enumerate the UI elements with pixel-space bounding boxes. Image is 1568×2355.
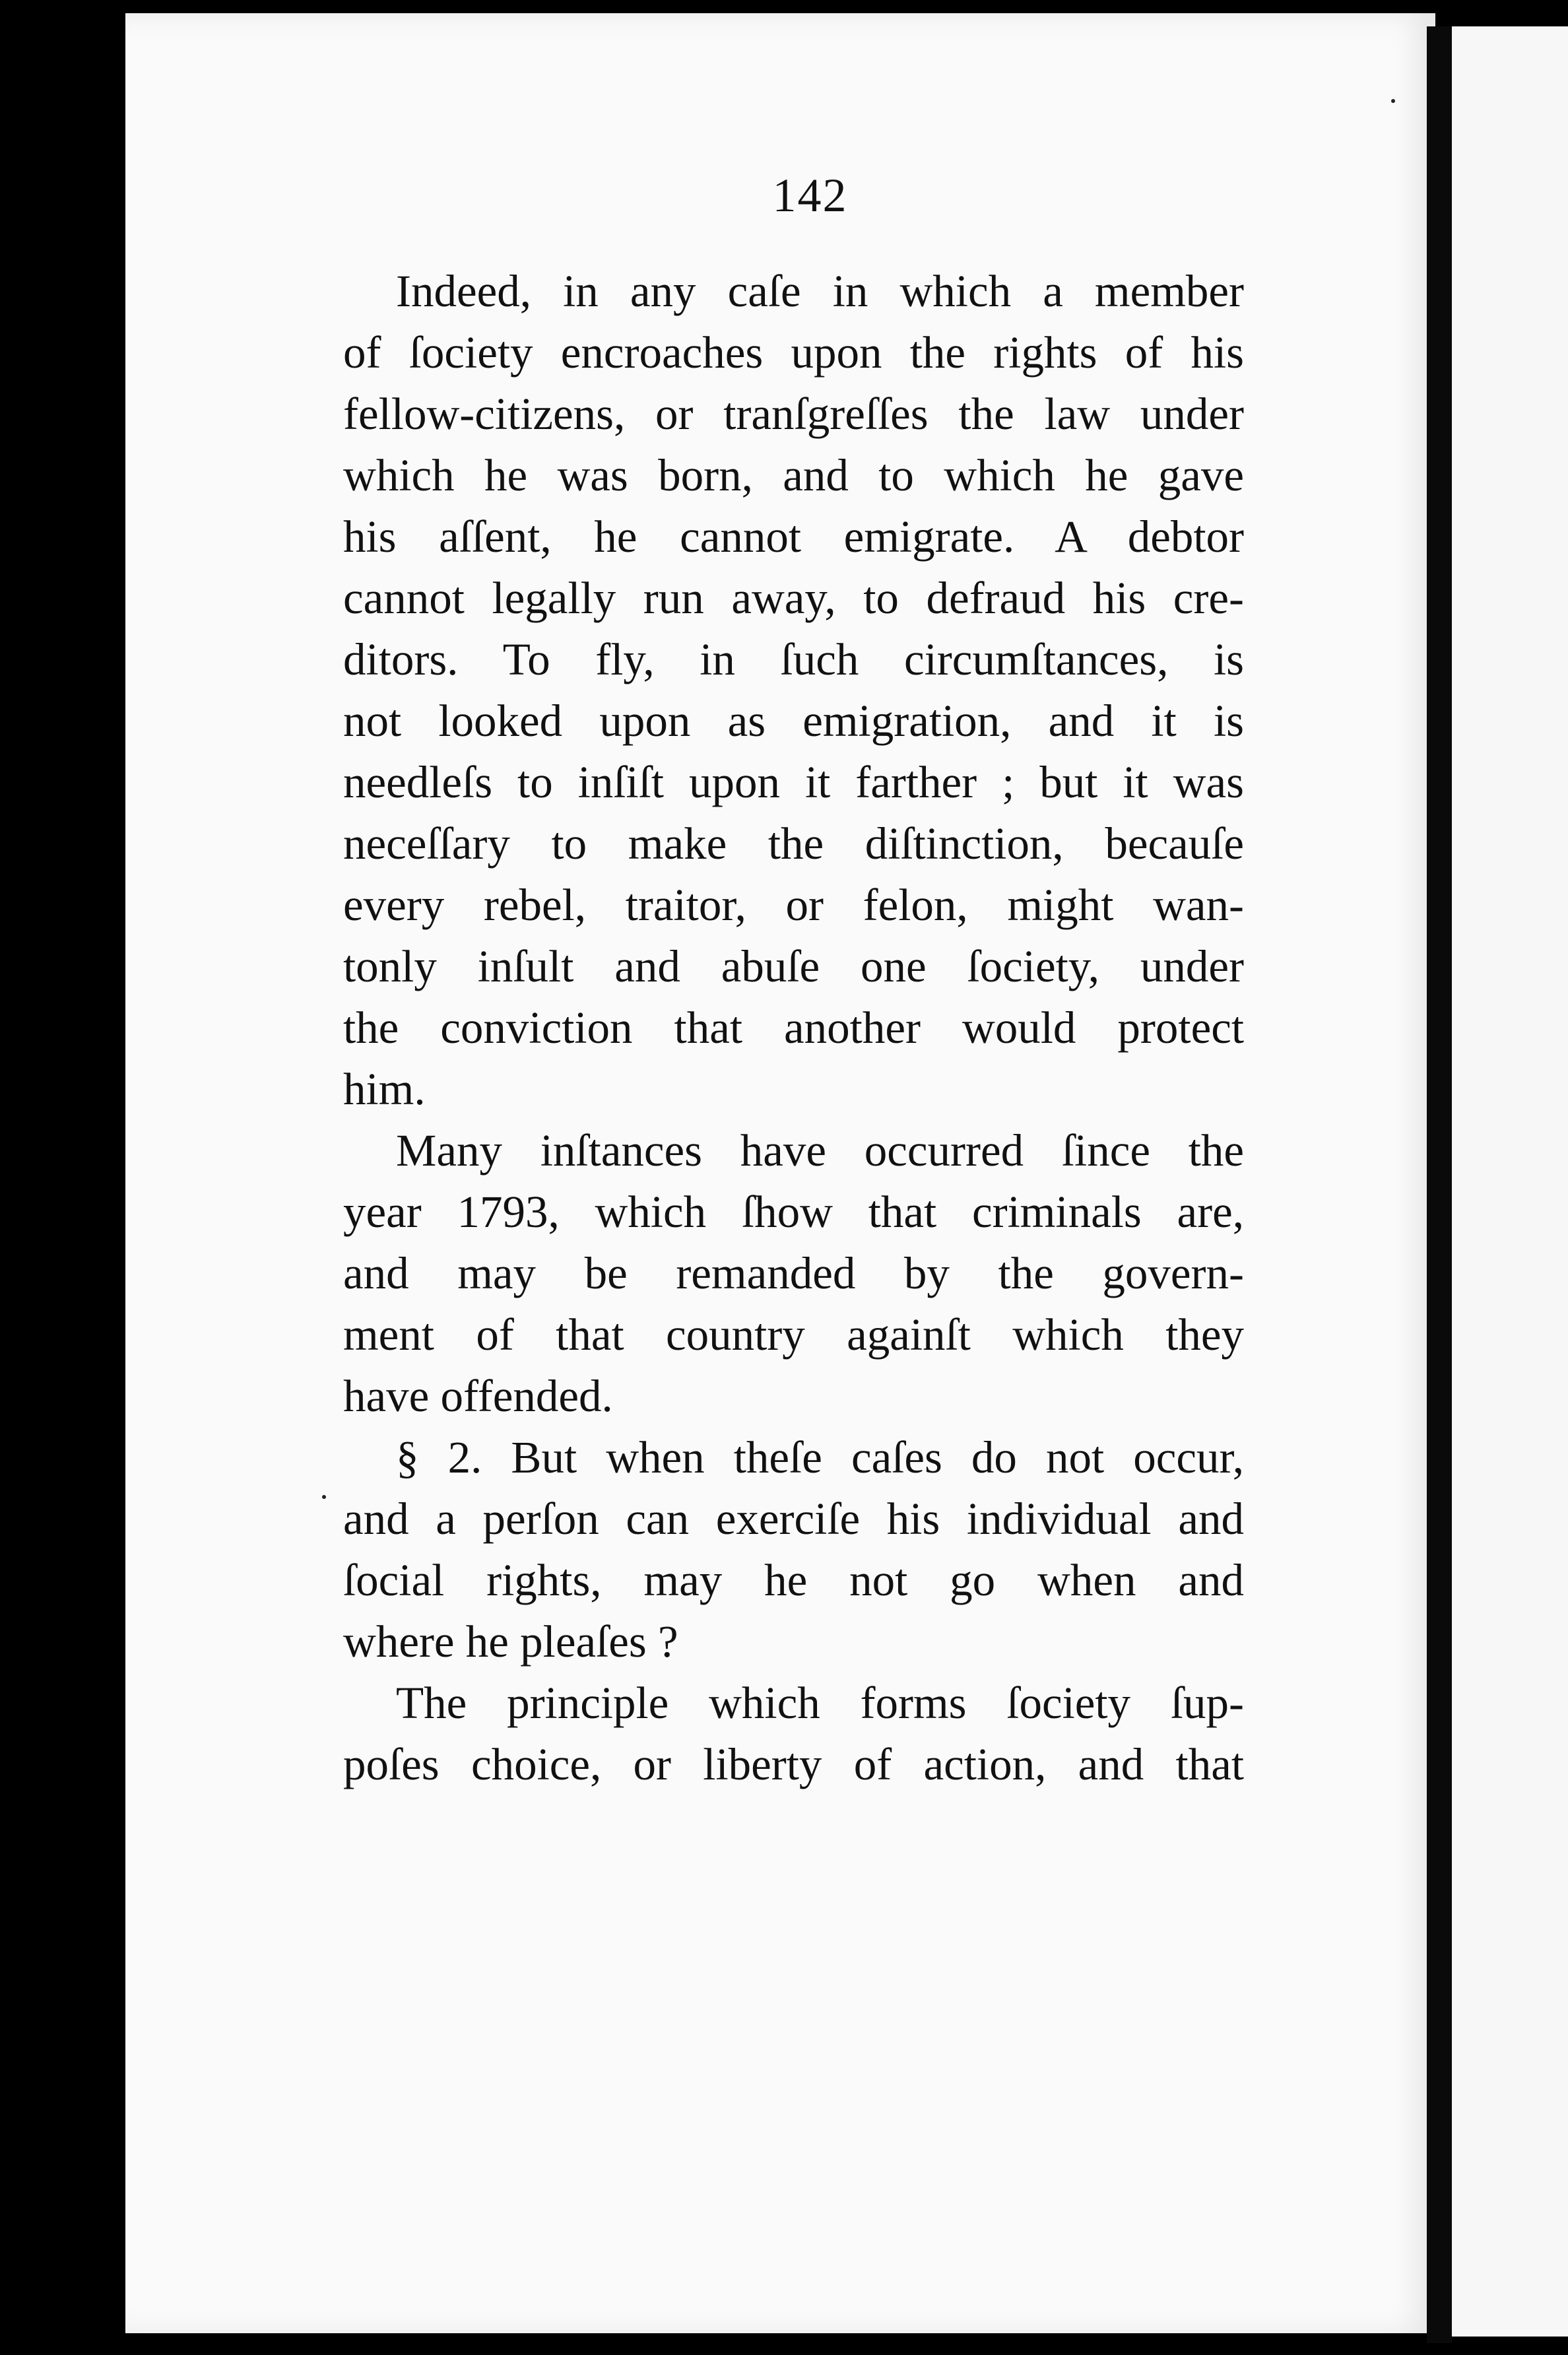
text-line: of ſociety encroaches upon the rights of his	[343, 327, 1244, 378]
text-line: and may be remanded by the govern-	[343, 1248, 1244, 1298]
text-line: Indeed, in any caſe in which a member	[396, 266, 1244, 316]
facing-page-edge	[1452, 26, 1568, 2337]
text-line: cannot legally run away, to defraud his cre-	[343, 573, 1244, 623]
text-line: which he was born, and to which he gave	[343, 450, 1244, 500]
text-line: neceſſary to make the diſtinction, becauſe	[343, 818, 1244, 869]
text-line: where he pleaſes ?	[343, 1616, 678, 1667]
text-line: Many inſtances have occurred ſince the	[396, 1125, 1244, 1176]
book-gutter	[1427, 26, 1452, 2343]
margin-speck	[322, 1495, 326, 1499]
text-line: year 1793, which ſhow that criminals are,	[343, 1187, 1244, 1237]
text-line: not looked upon as emigration, and it is	[343, 696, 1244, 746]
margin-speck	[1391, 99, 1395, 103]
text-line: fellow-citizens, or tranſgreſſes the law under	[343, 389, 1244, 439]
text-line: tonly inſult and abuſe one ſociety, under	[343, 941, 1244, 991]
text-line: needleſs to inſiſt upon it farther ; but it was	[343, 757, 1244, 807]
text-line: him.	[343, 1064, 426, 1114]
text-line: § 2. But when theſe caſes do not occur,	[396, 1432, 1244, 1482]
text-line: have offended.	[343, 1371, 613, 1421]
text-line: poſes choice, or liberty of action, and that	[343, 1739, 1244, 1789]
body-text	[343, 261, 1244, 1795]
text-line: and a perſon can exerciſe his individual and	[343, 1494, 1244, 1544]
text-line: ſocial rights, may he not go when and	[343, 1555, 1244, 1605]
text-line: the conviction that another would protect	[343, 1003, 1244, 1053]
text-line: The principle which forms ſociety ſup-	[396, 1678, 1244, 1728]
text-line: ment of that country againſt which they	[343, 1310, 1244, 1360]
text-line: ditors. To fly, in ſuch circumſtances, is	[343, 634, 1244, 684]
text-line: his aſſent, he cannot emigrate. A debtor	[343, 512, 1244, 562]
page-number: 142	[772, 169, 848, 222]
text-line: every rebel, traitor, or felon, might wan-	[343, 880, 1244, 930]
